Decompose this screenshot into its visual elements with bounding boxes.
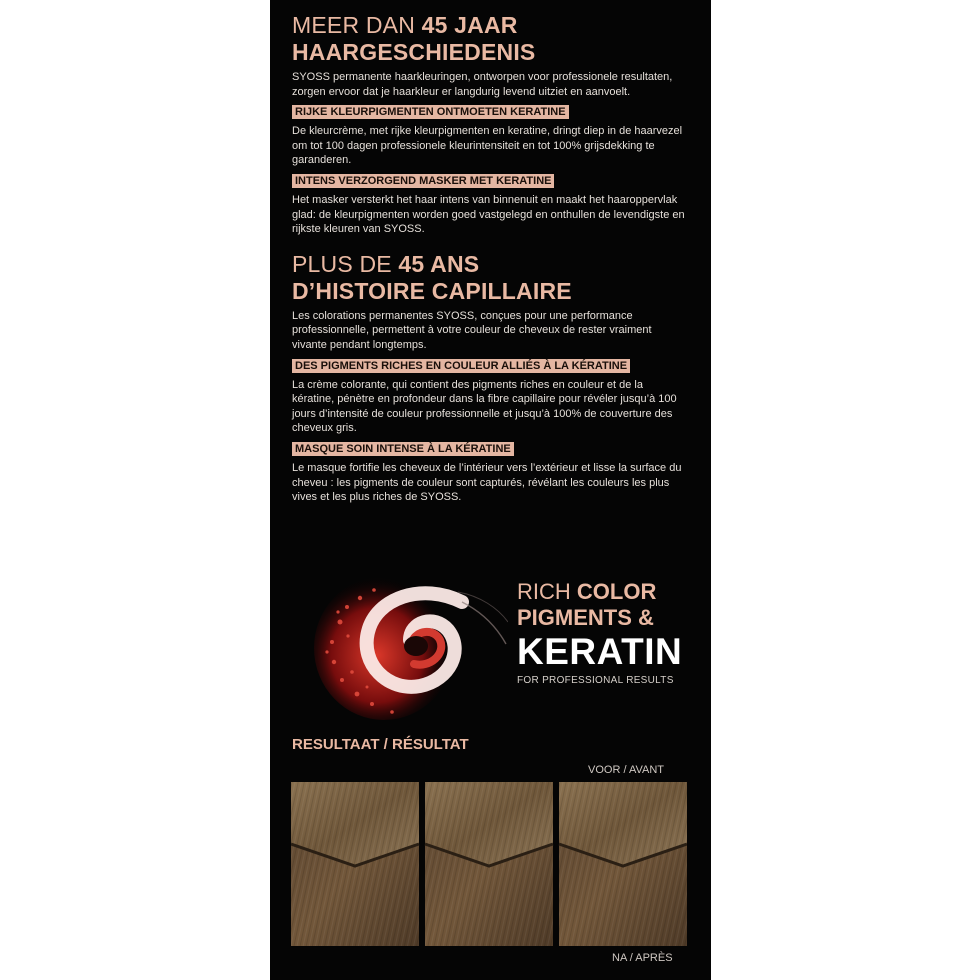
before-label: VOOR / AVANT: [588, 764, 664, 776]
nl-heading-light: MEER DAN: [292, 12, 422, 38]
swatch-1: [291, 782, 419, 946]
nl-heading: [292, 12, 688, 66]
swatch-3: [559, 782, 687, 946]
keratin-claim: [517, 579, 707, 686]
after-label: NA / APRÈS: [612, 952, 673, 964]
fr-section1-title: DES PIGMENTS RICHES EN COULEUR ALLIÉS À LA KÉRATINE: [292, 359, 630, 373]
claim-subtitle: FOR PROFESSIONAL RESULTS: [517, 675, 674, 686]
fr-heading-bold: 45 ANS: [398, 250, 480, 277]
fr-heading-line2: D’HISTOIRE CAPILLAIRE: [292, 277, 572, 304]
fr-section1-text: La crème colorante, qui contient des pigments riches en couleur et de la kératine, pénètre en profondeur dans la fibre capillaire pour révéler jusqu’à 100 jours d’intensité de couleur professionnelle et jusqu’à 100% de couverture des cheveux gris.: [292, 378, 677, 435]
swatch-2: [425, 782, 553, 946]
claim-keratin: KERATIN: [517, 631, 683, 672]
fr-heading: [292, 251, 688, 305]
fr-section2-text: Le masque fortifie les cheveux de l’intérieur vers l’extérieur et lisse la surface du cheveu : les pigments de couleur sont capturés, révélant les couleurs les plus vives et les plus riches de SYOSS.: [292, 461, 682, 504]
fr-intro: Les colorations permanentes SYOSS, conçues pour une performance professionnelle, permettent à votre couleur de cheveux de rester vraiment vivante pendant longtemps.: [292, 309, 652, 351]
nl-heading-line2: HAARGESCHIEDENIS: [292, 39, 536, 65]
claim-rich: RICH: [517, 579, 577, 604]
hair-result-swatches: [291, 782, 687, 946]
result-title: RESULTAAT / RÉSULTAT: [292, 736, 469, 753]
fr-heading-light: PLUS DE: [292, 250, 399, 277]
nl-section2-text: Het masker versterkt het haar intens van binnenuit en maakt het haaroppervlak glad: de kleurpigmenten worden goed vastgelegd en onthullen de levendigste en rijkste kleuren van SYOSS.: [292, 193, 685, 236]
nl-section1-title: RIJKE KLEURPIGMENTEN ONTMOETEN KERATINE: [292, 105, 569, 119]
nl-heading-bold: 45 JAAR: [421, 12, 518, 38]
claim-color: COLOR: [576, 579, 657, 604]
nl-intro: SYOSS permanente haarkleuringen, ontworpen voor professionele resultaten, zorgen ervoor dat je haarkleur er langdurig levend uitziet en aanvoelt.: [292, 71, 673, 98]
nl-section1-text: De kleurcrème, met rijke kleurpigmenten en keratine, dringt diep in de haarvezel om tot 100 dagen professionele kleurintensiteit en tot 100% grijsdekking te garanderen.: [292, 125, 683, 167]
fr-section2-title: MASQUE SOIN INTENSE À LA KÉRATINE: [292, 442, 514, 456]
claim-pigments: PIGMENTS &: [517, 605, 654, 630]
nl-section2-title: INTENS VERZORGEND MASKER MET KERATINE: [292, 174, 554, 188]
pigment-swirl-graphic: [312, 552, 508, 728]
text-column: [292, 12, 688, 505]
